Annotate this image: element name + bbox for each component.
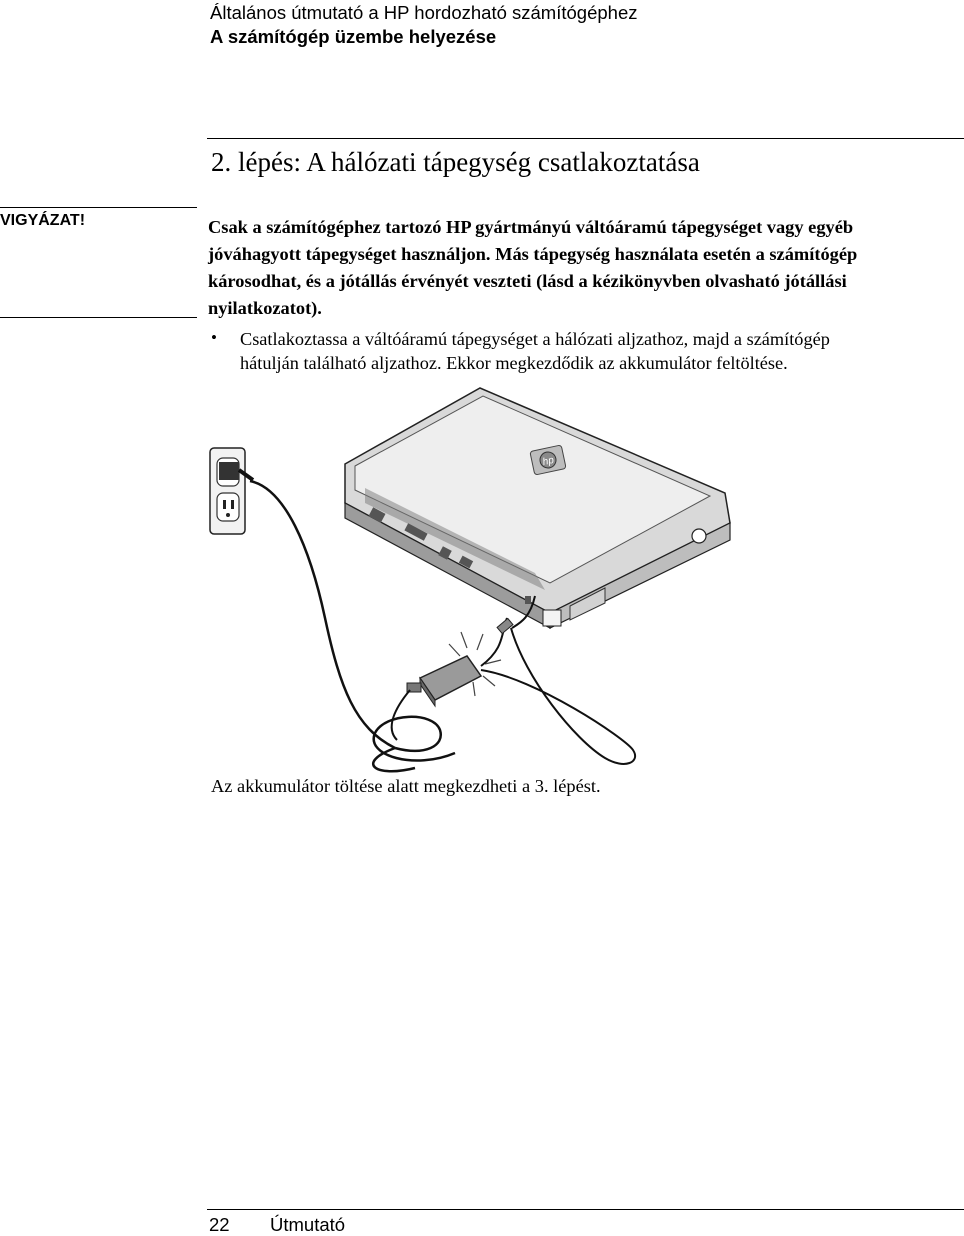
warning-text: [208, 214, 948, 322]
bullet-symbol: •: [211, 328, 217, 347]
bullet-text: [240, 327, 830, 375]
warning-line: jóváhagyott tápegységet használjon. Más tápegység használata esetén a számítógép: [208, 244, 858, 264]
page-number: 22: [209, 1214, 230, 1235]
running-header-title: Általános útmutató a HP hordozható számítógéphez: [210, 2, 638, 23]
warning-line: nyilatkozatot).: [208, 298, 322, 318]
ac-adapter-icon: [392, 618, 635, 764]
running-header-subtitle: A számítógép üzembe helyezése: [210, 26, 497, 47]
footer-divider: [207, 1209, 964, 1210]
wall-outlet-icon: [210, 448, 253, 534]
figure-caption: Az akkumulátor töltése alatt megkezdheti a 3. lépést.: [211, 776, 601, 796]
warning-line: Csak a számítógéphez tartozó HP gyártmányú váltóáramú tápegységet vagy egyéb: [208, 217, 854, 237]
bullet-line: Csatlakoztassa a váltóáramú tápegységet a hálózati aljzathoz, majd a számítógép: [240, 329, 830, 349]
warning-label: VIGYÁZAT!: [0, 212, 86, 229]
laptop-connection-illustration: [205, 378, 745, 774]
warning-divider-bottom: [0, 317, 197, 318]
footer-book-title: Útmutató: [270, 1214, 346, 1235]
section-title: 2. lépés: A hálózati tápegység csatlakoztatása: [211, 147, 700, 177]
section-divider: [207, 138, 964, 139]
laptop-icon: [345, 388, 730, 628]
bullet-line: hátulján található aljzathoz. Ekkor megkezdődik az akkumulátor feltöltése.: [240, 353, 788, 373]
warning-divider-top: [0, 207, 197, 208]
svg-text:hp: hp: [541, 454, 555, 469]
warning-line: károsodhat, és a jótállás érvényét veszteti (lásd a kézikönyvben olvasható jótállási: [208, 271, 847, 291]
